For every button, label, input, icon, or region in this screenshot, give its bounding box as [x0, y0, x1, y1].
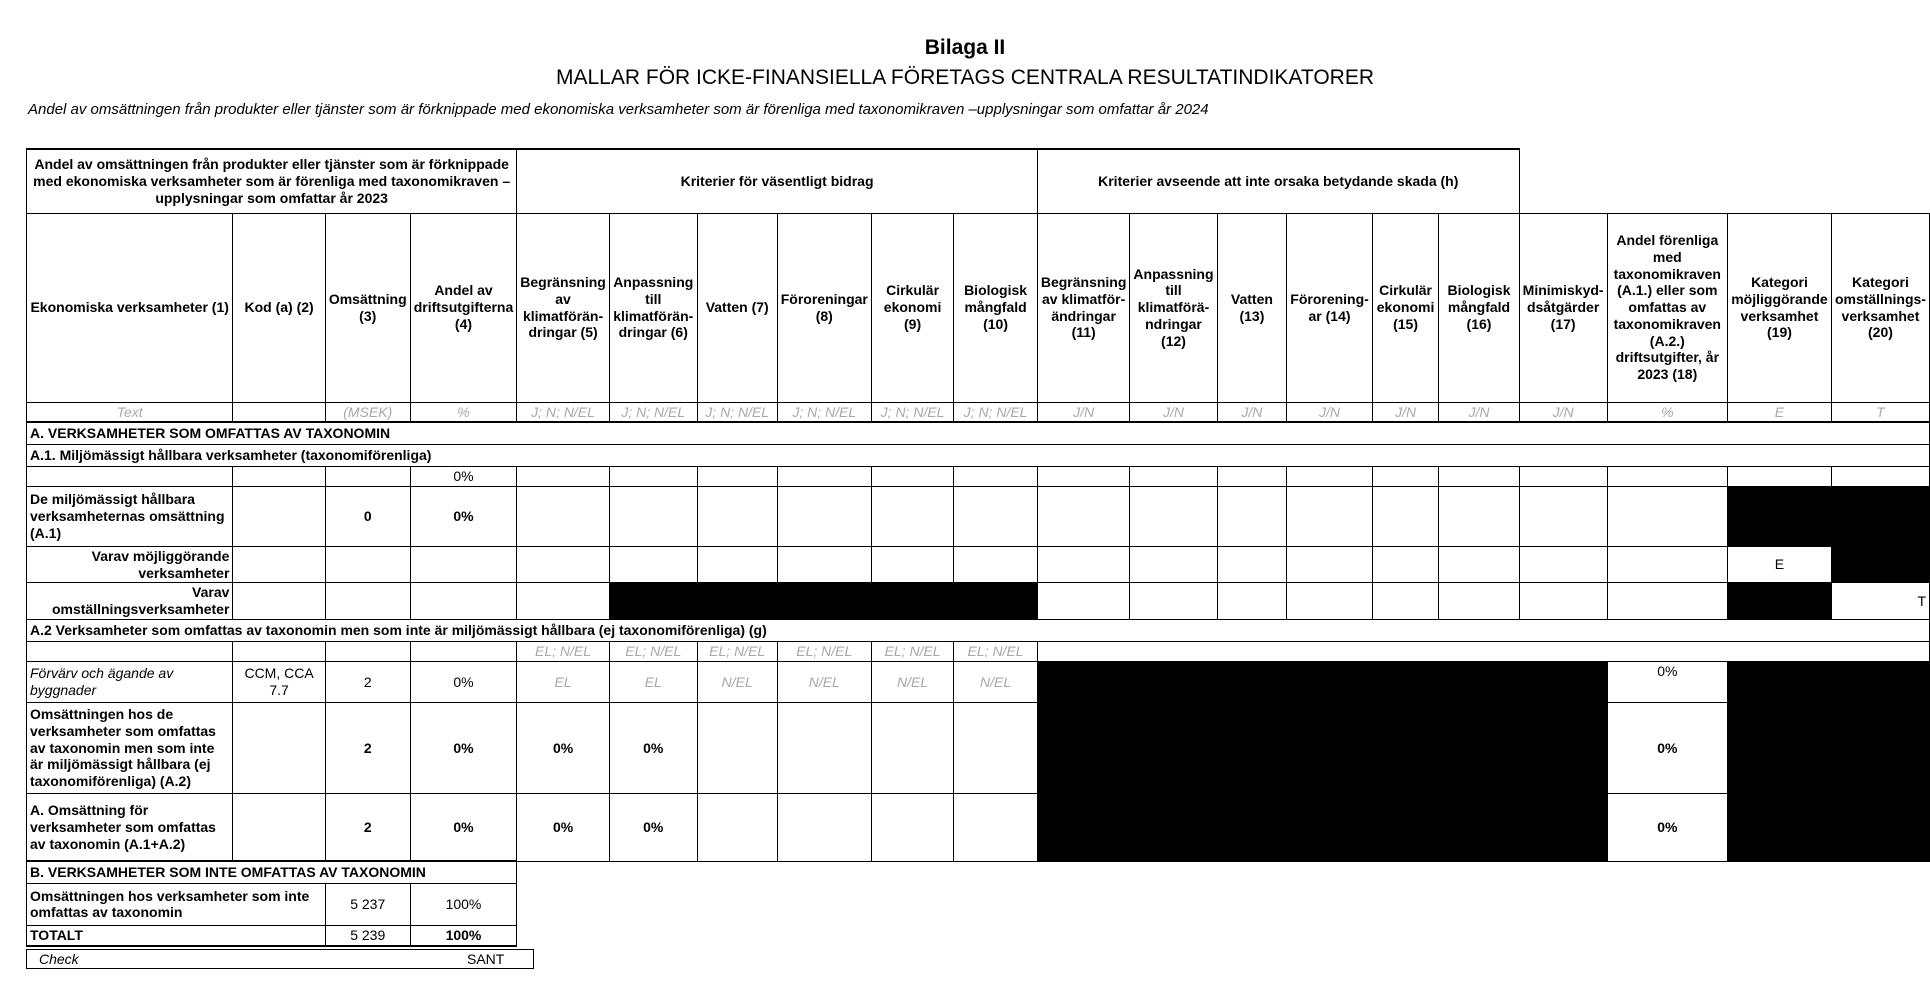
- unit-cell: [233, 402, 325, 422]
- col-header: Kategori omställnings-verksamhet (20): [1831, 213, 1929, 402]
- section-b-title: B. VERKSAMHETER SOM INTE OMFATTAS AV TAXONOMIN: [27, 861, 517, 883]
- check-box: [26, 949, 534, 969]
- cell: [1287, 546, 1373, 583]
- cell: [1519, 546, 1607, 583]
- cell: [1831, 466, 1929, 486]
- cell: [1607, 583, 1727, 620]
- a1-total-row: [27, 486, 1930, 546]
- cell: [1372, 583, 1439, 620]
- cell: [1130, 486, 1217, 546]
- a2-total-turnover: 2: [325, 702, 410, 793]
- section-a1-title: A.1. Miljömässigt hållbara verksamheter (taxonomiförenliga): [27, 444, 1930, 466]
- cell: [1217, 486, 1287, 546]
- cell: [233, 702, 325, 793]
- blank-area: [517, 925, 1930, 945]
- section-a2-title: A.2 Verksamheter som omfattas av taxonomin men som inte är miljömässigt hållbara (ej taxonomiförenliga) (g): [27, 619, 1930, 641]
- cell: [233, 583, 325, 620]
- a2-activity-criterion: EL: [517, 661, 610, 702]
- cell: [325, 546, 410, 583]
- unit-cell: J/N: [1287, 402, 1373, 422]
- section-a-row: [27, 422, 1930, 444]
- section-a2-row: [27, 619, 1930, 641]
- cell: [1130, 466, 1217, 486]
- cell: [233, 641, 325, 661]
- col-header: Minimiskyd-dsåtgärder (17): [1519, 213, 1607, 402]
- cell: [1372, 546, 1439, 583]
- section-a-title: A. VERKSAMHETER SOM OMFATTAS AV TAXONOMIN: [27, 422, 1930, 444]
- group-main-header: Andel av omsättningen från produkter eller tjänster som är förknippade med ekonomiska verksamheter som är förenliga med taxonomikraven – upplysningar som omfattar år 2023: [27, 149, 517, 213]
- blacked-cell: [954, 583, 1038, 620]
- cell: [777, 486, 871, 546]
- cell: [1519, 466, 1607, 486]
- page-subtitle: MALLAR FÖR ICKE-FINANSIELLA FÖRETAGS CENTRALA RESULTATINDIKATORER: [556, 66, 1374, 89]
- taxonomy-table: [26, 148, 1930, 947]
- a2-activity-criterion: EL: [609, 661, 697, 702]
- cell: [871, 793, 953, 861]
- unit-cell: J; N; N/EL: [954, 402, 1038, 422]
- cell: [954, 466, 1038, 486]
- cell: [325, 641, 410, 661]
- a-total-row: [27, 793, 1930, 861]
- unit-cell: T: [1831, 402, 1929, 422]
- cell: [697, 546, 777, 583]
- col-header: Föroreningar (8): [777, 213, 871, 402]
- cell: [954, 486, 1038, 546]
- enabling-label: Varav möjliggörande verksamheter: [27, 546, 233, 583]
- a2-activity-name: Förvärv och ägande av byggnader: [27, 661, 233, 702]
- cell: [1519, 583, 1607, 620]
- col-header: Anpassning till klimatförän-dringar (6): [609, 213, 697, 402]
- transition-code: T: [1831, 583, 1929, 620]
- blank-area: [517, 883, 1930, 925]
- cell: [1519, 486, 1607, 546]
- cell: [697, 702, 777, 793]
- cell: [871, 466, 953, 486]
- unit-cell: J/N: [1439, 402, 1519, 422]
- a2-activity-share18: 0%: [1607, 661, 1727, 702]
- a2-activity-code: CCM, CCA 7.7: [233, 661, 325, 702]
- a2-unit-cell: EL; N/EL: [871, 641, 953, 661]
- cell: [517, 583, 610, 620]
- total-turnover: 5 239: [325, 925, 410, 945]
- section-b-row-label: Omsättningen hos verksamheter som inte omfattas av taxonomin: [27, 883, 326, 925]
- col-header: Kategori möjliggörande verksamhet (19): [1728, 213, 1832, 402]
- cell: [777, 702, 871, 793]
- a-total-turnover: 2: [325, 793, 410, 861]
- a2-unit-cell: EL; N/EL: [697, 641, 777, 661]
- blacked-cell: [609, 583, 697, 620]
- group-header-blank: [1519, 149, 1929, 213]
- a1-empty-share: 0%: [410, 466, 517, 486]
- cell: [1217, 583, 1287, 620]
- cell: [233, 546, 325, 583]
- blacked-cell: [1728, 486, 1832, 546]
- column-header-row: [27, 213, 1930, 402]
- enabling-code: E: [1728, 546, 1832, 583]
- cell: [777, 793, 871, 861]
- col-header: Vatten (13): [1217, 213, 1287, 402]
- a2-unit-cell: EL; N/EL: [954, 641, 1038, 661]
- blacked-cell: [1831, 546, 1929, 583]
- unit-cell: E: [1728, 402, 1832, 422]
- cell: [609, 546, 697, 583]
- col-header: Cirkulär ekonomi (15): [1372, 213, 1439, 402]
- transition-label: Varav omställningsverksamheter: [27, 583, 233, 620]
- a-total-label: A. Omsättning för verksamheter som omfattas av taxonomin (A.1+A.2): [27, 793, 233, 861]
- cell: [1439, 546, 1519, 583]
- cell: [410, 546, 517, 583]
- cell: [233, 466, 325, 486]
- cell: [1372, 466, 1439, 486]
- a2-activity-criterion: N/EL: [954, 661, 1038, 702]
- unit-cell: J/N: [1037, 402, 1130, 422]
- a1-total-turnover: 0: [325, 486, 410, 546]
- cell: [517, 466, 610, 486]
- section-b-row-turnover: 5 237: [325, 883, 410, 925]
- a2-unit-cell: EL; N/EL: [777, 641, 871, 661]
- a2-units-row: [27, 641, 1930, 661]
- a1-total-label: De miljömässigt hållbara verksamheternas omsättning (A.1): [27, 486, 233, 546]
- cell: [27, 466, 233, 486]
- total-share: 100%: [410, 925, 517, 945]
- cell: [1728, 466, 1832, 486]
- cell: [27, 641, 233, 661]
- blacked-cell: [1728, 583, 1832, 620]
- cell: [1439, 466, 1519, 486]
- section-b-data-row: [27, 883, 1930, 925]
- a2-total-label: Omsättningen hos de verksamheter som omfattas av taxonomin men som inte är miljömässigt hållbara (ej taxonomiförenliga) (A.2): [27, 702, 233, 793]
- total-row: [27, 925, 1930, 945]
- cell: [777, 466, 871, 486]
- col-header: Förorening-ar (14): [1287, 213, 1373, 402]
- cell: [1217, 466, 1287, 486]
- a2-unit-cell: EL; N/EL: [517, 641, 610, 661]
- unit-cell: J; N; N/EL: [871, 402, 953, 422]
- cell: [954, 793, 1038, 861]
- a-total-c5: 0%: [517, 793, 610, 861]
- a2-activity-turnover: 2: [325, 661, 410, 702]
- cell: [1217, 546, 1287, 583]
- a1-total-share: 0%: [410, 486, 517, 546]
- cell: [954, 546, 1038, 583]
- units-row: [27, 402, 1930, 422]
- cell: [609, 486, 697, 546]
- cell: [1439, 486, 1519, 546]
- cell: [517, 546, 610, 583]
- cell: [1287, 583, 1373, 620]
- a2-activity-share: 0%: [410, 661, 517, 702]
- a2-total-share: 0%: [410, 702, 517, 793]
- check-value: SANT: [467, 951, 505, 967]
- cell: [954, 702, 1038, 793]
- cell: [410, 641, 517, 661]
- col-header: Ekonomiska verksamheter (1): [27, 213, 233, 402]
- cell: [777, 546, 871, 583]
- blacked-cell: [1728, 661, 1930, 702]
- intro-text: Andel av omsättningen från produkter eller tjänster som är förknippade med ekonomiska verksamheter som är förenliga med taxonomikraven –upplysningar som omfattar år 2024: [28, 101, 1209, 118]
- cell: [1607, 466, 1727, 486]
- unit-cell: J; N; N/EL: [517, 402, 610, 422]
- page-title: Bilaga II: [924, 36, 1006, 59]
- a2-activity-criterion: N/EL: [871, 661, 953, 702]
- blacked-cell: [871, 583, 953, 620]
- cell: [1037, 583, 1130, 620]
- group-dnsh-header: Kriterier avseende att inte orsaka betydande skada (h): [1037, 149, 1519, 213]
- col-header: Kod (a) (2): [233, 213, 325, 402]
- cell: [871, 486, 953, 546]
- col-header: Vatten (7): [697, 213, 777, 402]
- a2-total-row: [27, 702, 1930, 793]
- a2-total-c6: 0%: [609, 702, 697, 793]
- blacked-cell: [1037, 702, 1607, 793]
- cell: [233, 793, 325, 861]
- enabling-row: [27, 546, 1930, 583]
- group-criteria-header: Kriterier för väsentligt bidrag: [517, 149, 1038, 213]
- cell: [325, 583, 410, 620]
- cell: [1372, 486, 1439, 546]
- col-header: Omsättning (3): [325, 213, 410, 402]
- col-header: Begränsning av klimatförän-dringar (5): [517, 213, 610, 402]
- cell: [697, 466, 777, 486]
- col-header: Andel förenliga med taxonomikraven (A.1.) eller som omfattas av taxonomikraven (A.2.) driftsutgifter, år 2023 (18): [1607, 213, 1727, 402]
- cell: [1439, 583, 1519, 620]
- a1-empty-row: [27, 466, 1930, 486]
- blank-area: [517, 861, 1930, 883]
- blacked-cell: [1037, 661, 1607, 702]
- unit-cell: %: [410, 402, 517, 422]
- transition-row: [27, 583, 1930, 620]
- cell: [1287, 486, 1373, 546]
- unit-cell: J; N; N/EL: [609, 402, 697, 422]
- a2-units-blank: [1037, 641, 1929, 661]
- section-b-row: [27, 861, 1930, 883]
- col-header: Andel av driftsutgifterna (4): [410, 213, 517, 402]
- a-total-share: 0%: [410, 793, 517, 861]
- section-a1-row: [27, 444, 1930, 466]
- cell: [517, 486, 610, 546]
- blacked-cell: [1728, 793, 1930, 861]
- cell: [325, 466, 410, 486]
- col-header: Anpassning till klimatförä-ndringar (12): [1130, 213, 1217, 402]
- unit-cell: J/N: [1217, 402, 1287, 422]
- cell: [1607, 486, 1727, 546]
- col-header: Biologisk mångfald (10): [954, 213, 1038, 402]
- unit-cell: J/N: [1372, 402, 1439, 422]
- a2-total-share18: 0%: [1607, 702, 1727, 793]
- col-header: Begränsning av klimatför-ändringar (11): [1037, 213, 1130, 402]
- blacked-cell: [1728, 702, 1930, 793]
- a2-activity-criterion: N/EL: [697, 661, 777, 702]
- unit-cell: %: [1607, 402, 1727, 422]
- a2-activity-row: [27, 661, 1930, 702]
- a-total-c6: 0%: [609, 793, 697, 861]
- cell: [1130, 546, 1217, 583]
- cell: [871, 702, 953, 793]
- a-total-share18: 0%: [1607, 793, 1727, 861]
- cell: [1037, 486, 1130, 546]
- col-header: Biologisk mångfald (16): [1439, 213, 1519, 402]
- cell: [1607, 546, 1727, 583]
- blacked-cell: [777, 583, 871, 620]
- a2-unit-cell: EL; N/EL: [609, 641, 697, 661]
- unit-cell: J/N: [1519, 402, 1607, 422]
- blacked-cell: [1831, 486, 1929, 546]
- cell: [410, 583, 517, 620]
- blacked-cell: [697, 583, 777, 620]
- cell: [1287, 466, 1373, 486]
- unit-cell: J/N: [1130, 402, 1217, 422]
- unit-cell: J; N; N/EL: [697, 402, 777, 422]
- cell: [871, 546, 953, 583]
- unit-cell: Text: [27, 402, 233, 422]
- cell: [233, 486, 325, 546]
- check-label: Check: [39, 951, 79, 967]
- unit-cell: J; N; N/EL: [777, 402, 871, 422]
- cell: [1037, 466, 1130, 486]
- section-b-row-share: 100%: [410, 883, 517, 925]
- cell: [697, 486, 777, 546]
- cell: [1130, 583, 1217, 620]
- a2-activity-criterion: N/EL: [777, 661, 871, 702]
- cell: [609, 466, 697, 486]
- col-header: Cirkulär ekonomi (9): [871, 213, 953, 402]
- unit-cell: (MSEK): [325, 402, 410, 422]
- cell: [1037, 546, 1130, 583]
- cell: [697, 793, 777, 861]
- group-header-row: [27, 149, 1930, 213]
- total-label: TOTALT: [27, 925, 326, 945]
- a2-total-c5: 0%: [517, 702, 610, 793]
- blacked-cell: [1037, 793, 1607, 861]
